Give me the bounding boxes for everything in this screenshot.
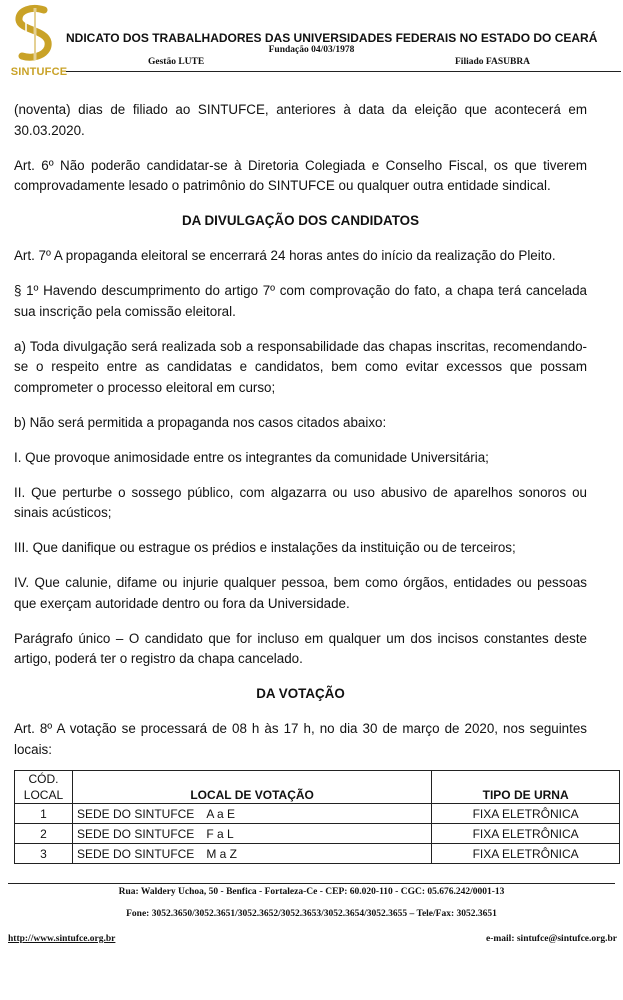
paragraph: (noventa) dias de filiado ao SINTUFCE, anteriores à data da eleição que acontecerá em 30.03.2020. [14,102,587,138]
footer-phones: Fone: 3052.3650/3052.3651/3052.3652/3052.3653/3052.3654/3052.3655 – Tele/Fax: 3052.3651 [126,909,497,919]
header-cod-local: CÓD. LOCAL [15,771,73,804]
paragraph: III. Que danifique ou estrague os prédios e instalações da instituição ou de terceiros; [14,540,516,555]
footer-address: Rua: Waldery Uchoa, 50 - Benfica - Fortaleza-Ce - CEP: 60.020-110 - CGC: 05.676.242/0001-13 [118,887,505,897]
paragraph: II. Que perturbe o sossego público, com algazarra ou uso abusivo de aparelhos sonoros ou sinais acústicos; [14,484,587,520]
cell-local: SEDE DO SINTUFCE A a E [72,804,431,824]
section-heading: DA VOTAÇÃO [256,686,345,701]
website-link[interactable]: http://www.sintufce.org.br [8,934,116,944]
paragraph: IV. Que calunie, difame ou injurie qualquer pessoa, bem como órgãos, entidades ou pessoas que exerçam autoridade dentro ou fora da Universidade. [14,575,587,611]
affiliation-label: Filiado FASUBRA [455,57,531,67]
cell-cod: 2 [15,824,73,844]
footer-divider [8,883,615,884]
section-heading: DA DIVULGAÇÃO DOS CANDIDATOS [181,213,420,228]
header-tipo-urna: TIPO DE URNA [432,771,620,804]
logo-s-emblem-icon [4,4,66,64]
cell-cod: 3 [15,844,73,864]
cell-cod: 1 [15,804,73,824]
table-header-row [15,771,620,804]
header-divider [66,71,621,72]
paragraph: Art. 8º A votação se processará de 08 h às 17 h, no dia 30 de março de 2020, nos seguintes locais: [14,721,587,757]
union-name: NDICATO DOS TRABALHADORES DAS UNIVERSIDADES FEDERAIS NO ESTADO DO CEARÁ [66,31,598,45]
header-local-votacao: LOCAL DE VOTAÇÃO [72,771,431,804]
voting-locations-table [14,770,620,864]
logo-wordmark: SINTUFCE [10,66,68,78]
management-label: Gestão LUTE [148,57,205,67]
cell-tipo: FIXA ELETRÔNICA [432,844,620,864]
table-row [15,824,620,844]
paragraph: b) Não será permitida a propaganda nos casos citados abaixo: [14,414,387,430]
paragraph: I. Que provoque animosidade entre os integrantes da comunidade Universitária; [14,449,489,465]
document-body [14,100,587,864]
table-row [15,804,620,824]
cell-local: SEDE DO SINTUFCE M a Z [72,844,431,864]
cell-local: SEDE DO SINTUFCE F a L [72,824,431,844]
cell-range: M a Z [206,846,237,861]
cell-range: A a E [206,806,236,821]
paragraph: Art. 6º Não poderão candidatar-se à Diretoria Colegiada e Conselho Fiscal, os que tiverem comprovadamente lesado o patrimônio do SINTUFCE ou qualquer outra entidade sindical. [14,157,587,193]
sintufce-logo [4,4,66,80]
paragraph: Parágrafo único – O candidato que for incluso em qualquer um dos incisos constantes deste artigo, poderá ter o registro da chapa cancelado. [14,630,587,666]
foundation-date: Fundação 04/03/1978 [268,45,355,55]
footer-email: e-mail: sintufce@sintufce.org.br [486,934,617,944]
cell-range: F a L [206,826,234,841]
cell-tipo: FIXA ELETRÔNICA [432,824,620,844]
cell-tipo: FIXA ELETRÔNICA [432,804,620,824]
paragraph: § 1º Havendo descumprimento do artigo 7º com comprovação do fato, a chapa terá cancelada sua inscrição pela comissão eleitoral. [14,283,587,319]
paragraph: a) Toda divulgação será realizada sob a responsabilidade das chapas inscritas, recomendando-se o respeito entre as candidatas e candidatos, bem como evitar excessos que possam comprometer o processo eleitoral em curso; [14,338,587,395]
paragraph: Art. 7º A propaganda eleitoral se encerrará 24 horas antes do início da realização do Pleito. [14,248,556,263]
table-row [15,844,620,864]
